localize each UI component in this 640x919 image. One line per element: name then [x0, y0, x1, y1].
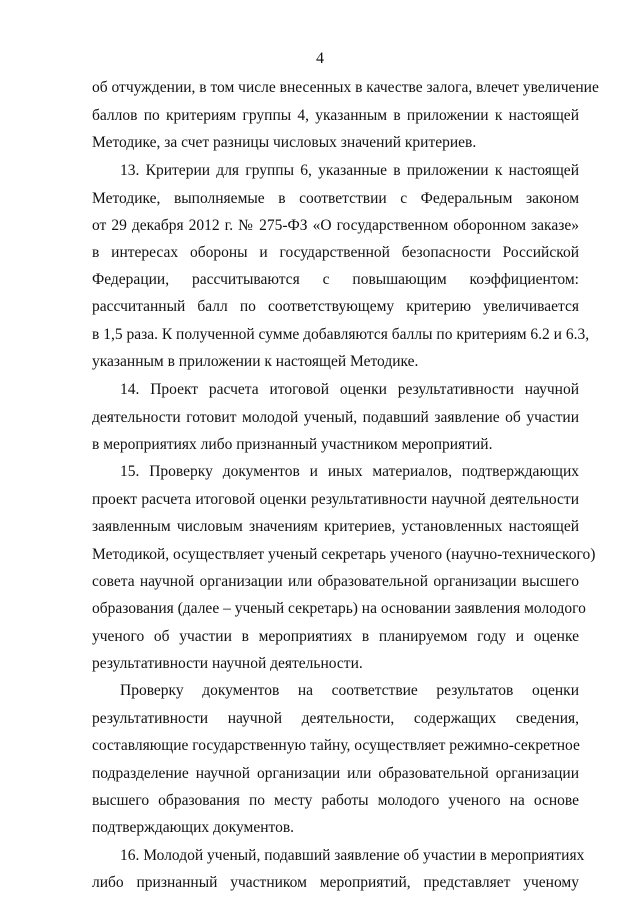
- text-line: результативности научной деятельности, содержащих сведения,: [92, 710, 579, 727]
- text-line: в интересах обороны и государственной безопасности Российской: [92, 244, 579, 261]
- text-line: 16. Молодой ученый, подавший заявление об участии в мероприятиях: [120, 847, 585, 864]
- text-line: рассчитанный балл по соответствующему критерию увеличивается: [92, 298, 579, 315]
- text-line: результативности научной деятельности.: [92, 655, 363, 672]
- text-line: Проверку документов на соответствие результатов оценки: [120, 682, 579, 699]
- text-line: подтверждающих документов.: [92, 819, 295, 836]
- text-line: составляющие государственную тайну, осуществляет режимно-секретное: [92, 737, 580, 754]
- text-line: образования (далее – ученый секретарь) на основании заявления молодого: [92, 600, 586, 617]
- text-line: совета научной организации или образовательной организации высшего: [92, 573, 579, 590]
- text-line: указанным в приложении к настоящей Методике.: [92, 353, 419, 370]
- text-line: баллов по критериям группы 4, указанным в приложении к настоящей: [92, 107, 579, 124]
- text-line: либо признанный участником мероприятий, представляет ученому: [92, 874, 579, 891]
- text-line: Методике, за счет разницы числовых значений критериев.: [92, 134, 477, 151]
- text-line: 15. Проверку документов и иных материалов, подтверждающих: [120, 463, 579, 480]
- text-line: об отчуждении, в том числе внесенных в качестве залога, влечет увеличение: [92, 79, 599, 96]
- text-line: ученого об участии в мероприятиях в планируемом году и оценке: [92, 628, 579, 645]
- text-line: 14. Проект расчета итоговой оценки результативности научной: [120, 381, 579, 398]
- text-line: в мероприятиях либо признанный участником мероприятий.: [92, 436, 493, 453]
- text-line: деятельности готовит молодой ученый, подавший заявление об участии: [92, 409, 579, 426]
- text-line: высшего образования по месту работы молодого ученого на основе: [92, 792, 579, 809]
- text-line: Методикой, осуществляет ученый секретарь ученого (научно-технического): [92, 546, 596, 563]
- text-line: заявленным числовым значениям критериев, установленных настоящей: [92, 518, 579, 535]
- text-line: подразделение научной организации или образовательной организации: [92, 765, 579, 782]
- text-line: проект расчета итоговой оценки результативности научной деятельности: [92, 491, 579, 508]
- text-line: Федерации, рассчитываются с повышающим коэффициентом:: [92, 271, 579, 288]
- page-number: 4: [316, 50, 324, 67]
- text-line: 13. Критерии для группы 6, указанные в приложении к настоящей: [120, 162, 579, 179]
- text-line: в 1,5 раза. К полученной сумме добавляются баллы по критериям 6.2 и 6.3,: [92, 326, 590, 343]
- text-line: от 29 декабря 2012 г. № 275-ФЗ «О государственном оборонном заказе»: [92, 217, 579, 234]
- text-line: Методике, выполняемые в соответствии с Федеральным законом: [92, 190, 579, 207]
